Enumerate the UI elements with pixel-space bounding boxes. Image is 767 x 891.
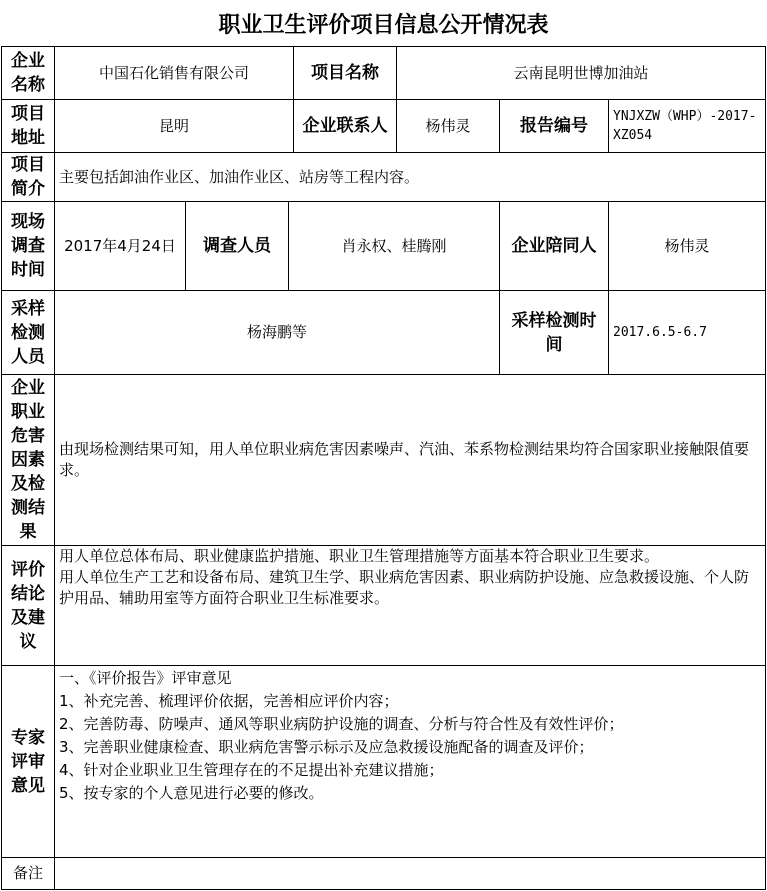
expert-review-line: 3、完善职业健康检查、职业病危害警示标示及应急救援设施配备的调查及评价；	[59, 738, 594, 756]
remarks-label: 备注	[1, 857, 55, 890]
company-escort-label: 企业陪同人	[499, 201, 609, 291]
sampling-time-value: 2017.6.5-6.7	[608, 290, 766, 375]
sampling-staff-label: 采样 检测 人员	[1, 290, 55, 375]
conclusion-paragraph-1: 用人单位总体布局、职业健康监护措施、职业卫生管理措施等方面基本符合职业卫生要求。	[59, 547, 660, 565]
company-contact-value: 杨伟灵	[396, 99, 500, 153]
hazard-results-label: 企业 职业 危害 因素 及检 测结 果	[1, 374, 55, 546]
expert-review-label: 专家 评审 意见	[1, 665, 55, 858]
project-name-label: 项目名称	[293, 46, 397, 100]
company-name-label: 企业 名称	[1, 46, 55, 100]
company-escort-value: 杨伟灵	[608, 201, 766, 291]
expert-review-line: 一、《评价报告》评审意见	[59, 669, 232, 687]
conclusion-block	[54, 545, 766, 666]
expert-review-line: 2、完善防毒、防噪声、通风等职业病防护设施的调查、分析与符合性及有效性评价；	[59, 715, 624, 733]
survey-time-value: 2017年4月24日	[54, 201, 186, 291]
surveyors-value: 肖永权、桂腾刚	[288, 201, 500, 291]
expert-review-line: 5、按专家的个人意见进行必要的修改。	[59, 784, 324, 802]
project-name-value: 云南昆明世博加油站	[396, 46, 766, 100]
project-address-value: 昆明	[54, 99, 294, 153]
project-intro-label: 项目 简介	[1, 152, 55, 202]
expert-review-line: 1、补充完善、梳理评价依据，完善相应评价内容；	[59, 692, 399, 710]
surveyors-label: 调查人员	[185, 201, 289, 291]
report-number-label: 报告编号	[499, 99, 609, 153]
company-name-value: 中国石化销售有限公司	[54, 46, 294, 100]
report-number-value: YNJXZW（WHP）-2017-XZ054	[608, 99, 766, 153]
expert-review-block	[54, 665, 766, 858]
survey-time-label: 现场 调查 时间	[1, 201, 55, 291]
sampling-time-label: 采样检测时间	[499, 290, 609, 375]
project-address-label: 项目 地址	[1, 99, 55, 153]
remarks-value	[54, 857, 766, 890]
sampling-staff-value: 杨海鹏等	[54, 290, 500, 375]
hazard-results-value: 由现场检测结果可知，用人单位职业病危害因素噪声、汽油、苯系物检测结果均符合国家职业接触限值要求。	[54, 374, 766, 546]
conclusion-paragraph-2: 用人单位生产工艺和设备布局、建筑卫生学、职业病危害因素、职业病防护设施、应急救援设施、个人防护用品、辅助用室等方面符合职业卫生标准要求。	[59, 568, 750, 607]
company-contact-label: 企业联系人	[293, 99, 397, 153]
page-title: 职业卫生评价项目信息公开情况表	[218, 11, 549, 38]
project-intro-value: 主要包括卸油作业区、加油作业区、站房等工程内容。	[54, 152, 766, 202]
expert-review-line: 4、针对企业职业卫生管理存在的不足提出补充建议措施；	[59, 761, 444, 779]
conclusion-label: 评价 结论 及建 议	[1, 545, 55, 666]
